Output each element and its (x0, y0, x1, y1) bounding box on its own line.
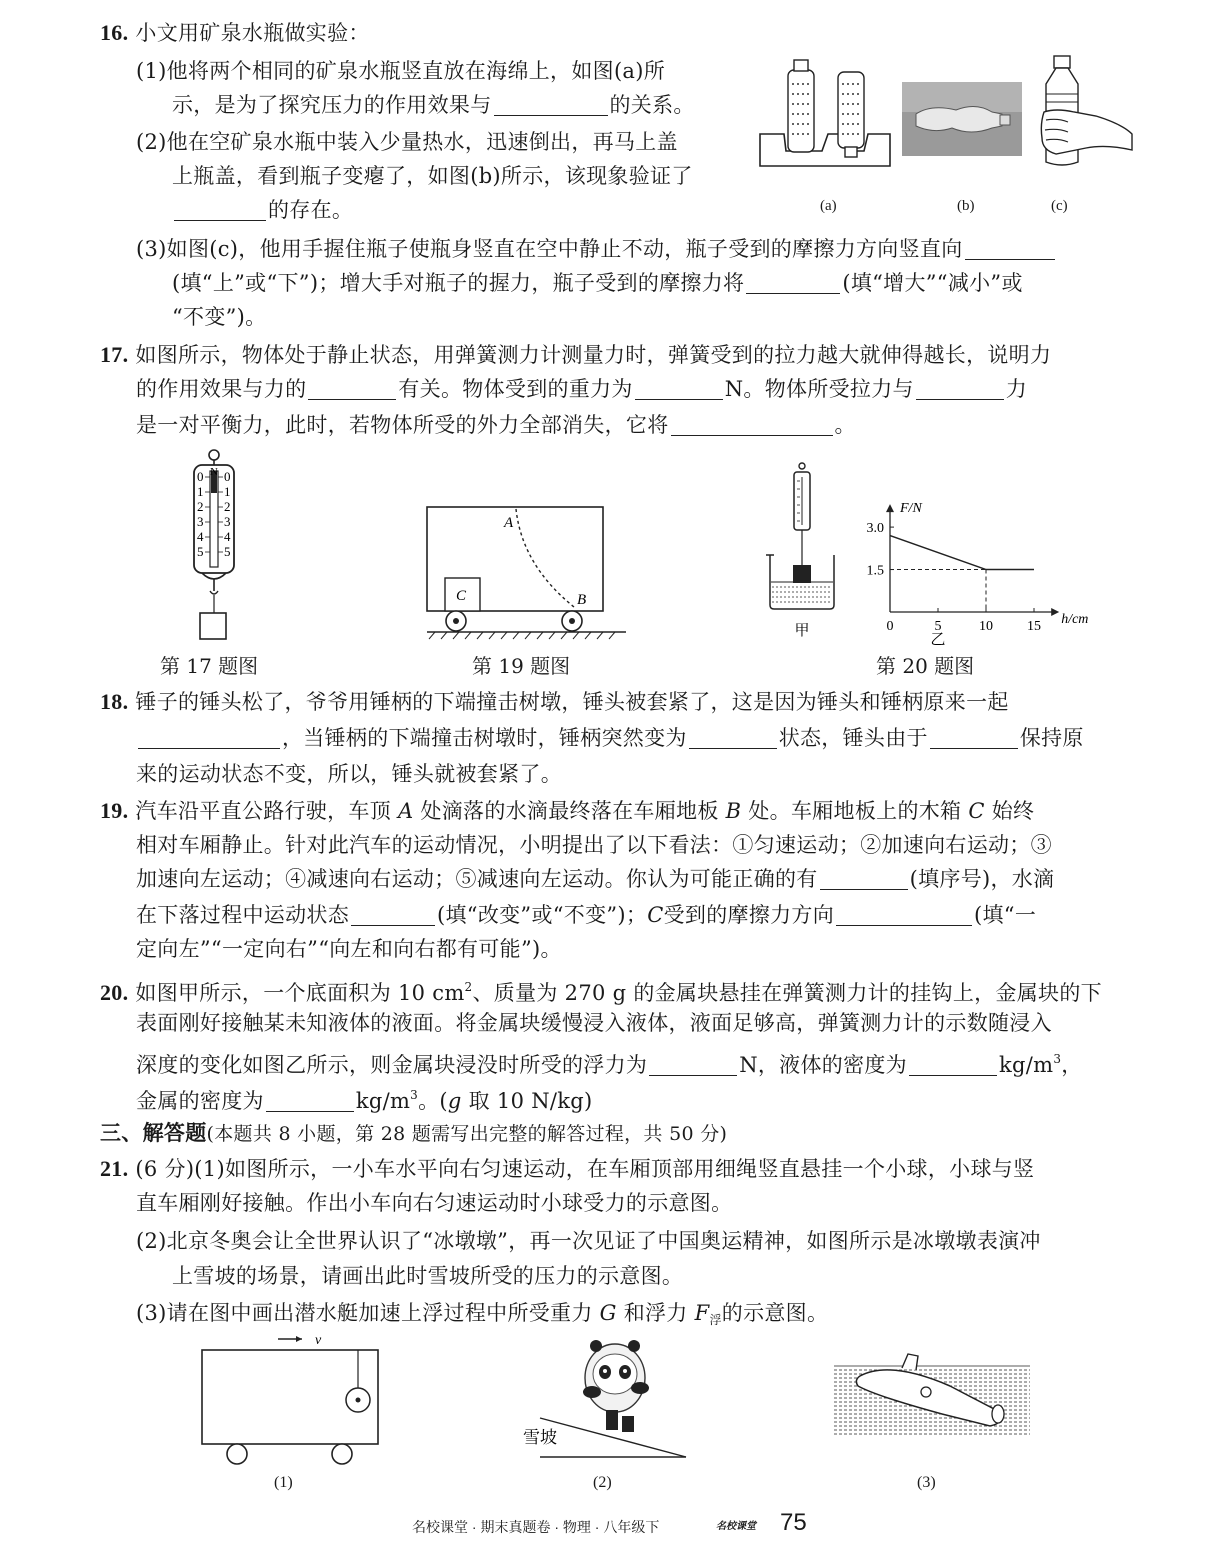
graph-x-axis-label: h/cm (1061, 612, 1089, 627)
footer-text: 名校课堂 · 期末真题卷 · 物理 · 八年级下 (412, 1519, 660, 1535)
q17-line1 (100, 338, 1051, 372)
y-axis-arrow (886, 504, 894, 512)
q20-l1b: 、质量为 270 g 的金属块悬挂在弹簧测力计的挂钩上，金属块的下 (472, 981, 1102, 1005)
spring-scale-illustration (194, 450, 234, 639)
q16-figures (756, 54, 1146, 174)
q17-l2a: 的作用效果与力的 (136, 377, 307, 401)
q16-blank-2[interactable] (174, 198, 266, 221)
q17-blank-3[interactable] (916, 377, 1004, 400)
truck-compartment-illustration (427, 507, 626, 639)
q16-p3b-text: (填“上”或“下”)；增大手对瓶子的握力，瓶子受到的摩擦力将 (172, 271, 745, 295)
mascot-on-slope-illustration (523, 1340, 686, 1457)
scale-tick-left: 5 (197, 544, 204, 559)
q16-part3-line1 (136, 232, 1057, 266)
q16-part1-line2 (172, 88, 695, 122)
q17-line3 (136, 408, 856, 442)
q20-l1a: 如图甲所示，一个底面积为 10 cm (135, 981, 465, 1005)
q19-l4c: 受到的摩擦力方向 (663, 903, 835, 927)
point-a-label: A (504, 515, 514, 531)
scale-tick-right: 5 (224, 544, 231, 559)
q18-line2 (136, 721, 1084, 755)
cart-with-ball-illustration (202, 1333, 378, 1464)
q18-l1-text: 锤子的锤头松了，爷爷用锤柄的下端撞击树墩，锤头被套紧了，这是因为锤头和锤柄原来一起 (135, 690, 1009, 714)
q20-blank-1[interactable] (649, 1053, 737, 1076)
q16-p3b-text-end: (填“增大”“减小”或 (842, 271, 1023, 295)
scale-tick-right: 2 (224, 499, 231, 514)
q19-line1 (100, 794, 1034, 828)
q21-fig3-label: (3) (917, 1474, 936, 1491)
q16-p3-text: (3)如图(c)，他用手握住瓶子使瓶身竖直在空中静止不动，瓶子受到的摩擦力方向竖直向 (136, 237, 963, 261)
q19-blank-2[interactable] (351, 903, 435, 926)
scale-tick-right: 3 (224, 514, 231, 529)
q19-l4a: 在下落过程中运动状态 (136, 903, 349, 927)
q16-fig-a-label: (a) (820, 198, 837, 214)
box-c-label: C (456, 588, 467, 604)
q18-line3: 来的运动状态不变，所以，锤头就被套紧了。 (136, 762, 562, 786)
hand-holding-bottle-illustration (1041, 56, 1132, 165)
q21-line2: 直车厢刚好接触。作出小车向右匀速运动时小球受力的示意图。 (136, 1191, 733, 1215)
q19-blank-1[interactable] (820, 867, 908, 890)
q18-l2b: 状态，锤头由于 (778, 726, 928, 750)
graph-y-tick: 3.0 (866, 521, 884, 537)
q20-l3-sup: 3 (1053, 1052, 1062, 1066)
q19-l4d: (填“一 (974, 903, 1037, 927)
submarine-in-water-illustration (834, 1354, 1030, 1434)
q16-p2-text-end: 的存在。 (268, 198, 354, 222)
q20-l3d: ， (1061, 1053, 1083, 1077)
velocity-label: v (315, 1333, 322, 1348)
graph-x-tick: 5 (934, 619, 942, 634)
q21-fig1-label: (1) (274, 1474, 293, 1491)
spring-scale-beaker-illustration (766, 463, 834, 639)
q19-line3 (136, 862, 1054, 896)
q16-blank-4[interactable] (746, 271, 840, 294)
q19-l1a: 汽车沿平直公路行驶，车顶 (135, 799, 391, 823)
q19-line5: 定向左”“一定向右”“向左和向右都有可能”)。 (136, 937, 562, 961)
fig17-caption: 第 17 题图 (160, 654, 259, 678)
q20-l4d: 取 10 N/kg) (461, 1089, 593, 1113)
q21-l1-text: (6 分)(1)如图所示，一小车水平向右匀速运动，在车厢顶部用细绳竖直悬挂一个小球，小球与竖 (135, 1157, 1035, 1181)
q16-part2-line2: 上瓶盖，看到瓶子变瘪了，如图(b)所示，该现象验证了 (172, 164, 693, 188)
q19-l1b: 处滴落的水滴最终落在车厢地板 (420, 799, 719, 823)
scale-tick-right: 0 (224, 469, 231, 484)
q20-blank-2[interactable] (909, 1053, 997, 1076)
q19-line4 (136, 898, 1036, 932)
q16-p1-text: 示，是为了探究压力的作用效果与 (172, 93, 492, 117)
graph-x-tick: 15 (1027, 619, 1041, 634)
q16-fig-c-label: (c) (1051, 198, 1068, 214)
x-axis-arrow (1051, 608, 1059, 616)
graph-y-axis-label: F/N (900, 501, 922, 517)
q20-line3 (136, 1042, 1083, 1082)
q20-line4 (136, 1078, 593, 1118)
q19-line2: 相对车厢静止。针对此汽车的运动情况，小明提出了以下看法：①匀速运动；②加速向右运动；③ (136, 833, 1052, 857)
q21-l5b: 和浮力 (623, 1301, 688, 1325)
scale-tick-right: 4 (224, 529, 231, 544)
q16-stem-text: 小文用矿泉水瓶做实验： (135, 21, 370, 45)
q19-l1d: 始终 (991, 799, 1035, 823)
q19-blank-3[interactable] (836, 903, 972, 926)
q21-fig2-label: (2) (593, 1474, 612, 1491)
q21-number: 21. (100, 1156, 129, 1181)
q20-blank-3[interactable] (266, 1089, 354, 1112)
graph-y-tick: 1.5 (866, 563, 884, 579)
crushed-bottle-photo (902, 82, 1022, 156)
q20-l4-sup: 3 (410, 1088, 419, 1102)
q19-l3a: 加速向左运动；④减速向右运动；⑤减速向左运动。你认为可能正确的有 (136, 867, 818, 891)
q21-buoyancy-symbol: F (694, 1301, 710, 1325)
q21-l5a: (3)请在图中画出潜水艇加速上浮过程中所受重力 (136, 1301, 593, 1325)
q21-line3: (2)北京冬奥会让全世界认识了“冰墩墩”，再一次见证了中国奥运精神，如图所示是冰墩墩表演冲 (136, 1229, 1041, 1253)
graph-x-tick: 0 (886, 619, 894, 634)
scale-tick-left: 1 (197, 484, 204, 499)
q19-box-c: C (968, 799, 985, 823)
figures-row (150, 445, 1150, 650)
q19-point-a: A (397, 799, 414, 823)
q18-l2c: 保持原 (1019, 726, 1084, 750)
scale-tick-left: 0 (197, 469, 204, 484)
q16-part1-line1: (1)他将两个相同的矿泉水瓶竖直放在海绵上，如图(a)所 (136, 59, 666, 83)
fig20-caption: 第 20 题图 (876, 654, 975, 678)
q19-box-c-2: C (647, 903, 664, 927)
q20-line1 (100, 970, 1102, 1010)
scale-tick-left: 4 (197, 529, 204, 544)
q17-number: 17. (100, 342, 129, 367)
q21-line4: 上雪坡的场景，请画出此时雪坡所受的压力的示意图。 (172, 1264, 684, 1288)
q17-l1-text: 如图所示，物体处于静止状态，用弹簧测力计测量力时，弹簧受到的拉力越大就伸得越长，说明力 (135, 343, 1052, 367)
q16-number: 16. (100, 20, 129, 45)
q18-blank-3[interactable] (930, 726, 1018, 749)
fig19-caption: 第 19 题图 (472, 654, 571, 678)
q19-number: 19. (100, 798, 129, 823)
q20-line2: 表面刚好接触某未知液体的液面。将金属块缓慢浸入液体，液面足够高，弹簧测力计的示数随浸入 (136, 1011, 1052, 1035)
page-number: 75 (780, 1509, 807, 1536)
force-depth-graph (867, 501, 1089, 648)
q20-l4a: 金属的密度为 (136, 1089, 264, 1113)
q19-point-b: B (725, 799, 742, 823)
q16-part2-line3 (172, 193, 353, 227)
scale-tick-left: 3 (197, 514, 204, 529)
q20-l3b: N，液体的密度为 (739, 1053, 907, 1077)
q17-l3b: 。 (834, 413, 856, 437)
q20-l3a: 深度的变化如图乙所示，则金属块浸没时所受的浮力为 (136, 1053, 648, 1077)
q21-l5c: 的示意图。 (721, 1301, 829, 1325)
q21-figures (190, 1330, 1050, 1470)
q21-line1 (100, 1152, 1034, 1186)
scale-unit-label: N (210, 466, 218, 478)
q18-number: 18. (100, 689, 129, 714)
q16-fig-b-label: (b) (957, 198, 975, 214)
scale-tick-left: 2 (197, 499, 204, 514)
q16-p1-text-end: 的关系。 (609, 93, 695, 117)
bottle-on-sponge-illustration (760, 60, 890, 166)
q18-l2a: ，当锤柄的下端撞击树墩时，锤柄突然变为 (282, 726, 687, 750)
q17-l2b: 有关。物体受到的重力为 (398, 377, 633, 401)
q20-number: 20. (100, 980, 129, 1005)
q16-blank-1[interactable] (494, 93, 608, 116)
q16-part3-line2 (172, 266, 1023, 300)
section-3-note: (本题共 8 小题，第 28 题需写出完整的解答过程，共 50 分) (206, 1123, 728, 1145)
q18-blank-2[interactable] (689, 726, 777, 749)
q20-l4c: 。( (418, 1089, 448, 1113)
q21-buoyancy-subscript: 浮 (709, 1313, 722, 1327)
q18-line1 (100, 685, 1009, 719)
point-b-label: B (577, 592, 587, 608)
scale-tick-right: 1 (224, 484, 231, 499)
fig20-jia-label: 甲 (794, 623, 810, 639)
q20-l4b: kg/m (355, 1089, 411, 1113)
q16-blank-3[interactable] (965, 237, 1055, 260)
q17-blank-1[interactable] (308, 377, 396, 400)
section-3-heading (100, 1116, 727, 1151)
section-3-title: 三、解答题 (100, 1120, 207, 1145)
q20-l1-sup: 2 (464, 980, 473, 994)
q17-blank-4[interactable] (671, 413, 833, 436)
q20-g-symbol: g (447, 1089, 462, 1113)
graph-x-tick: 10 (979, 619, 993, 634)
q16-part2-line1: (2)他在空矿泉水瓶中装入少量热水，迅速倒出，再马上盖 (136, 130, 678, 154)
q20-l3c: kg/m (998, 1053, 1054, 1077)
q16-stem (100, 16, 370, 50)
q21-gravity-symbol: G (599, 1301, 617, 1325)
footer-brand-logo: 名校课堂 (716, 1521, 756, 1532)
q19-l4b: (填“改变”或“不变”)； (437, 903, 648, 927)
q19-l1c: 处。车厢地板上的木箱 (748, 799, 962, 823)
snow-slope-label: 雪坡 (523, 1428, 557, 1447)
q17-blank-2[interactable] (635, 377, 723, 400)
q17-l2c: N。物体所受拉力与 (724, 377, 914, 401)
q19-l3b: (填序号)，水滴 (909, 867, 1055, 891)
q17-l2d: 力 (1005, 377, 1028, 401)
q17-l3a: 是一对平衡力，此时，若物体所受的外力全部消失，它将 (136, 413, 669, 437)
q16-part3-line3: “不变”)。 (172, 305, 267, 329)
fig20-yi-label: 乙 (930, 632, 946, 648)
graph-series-line (890, 536, 1034, 570)
q18-blank-1[interactable] (138, 726, 280, 749)
q17-line2 (136, 372, 1027, 406)
